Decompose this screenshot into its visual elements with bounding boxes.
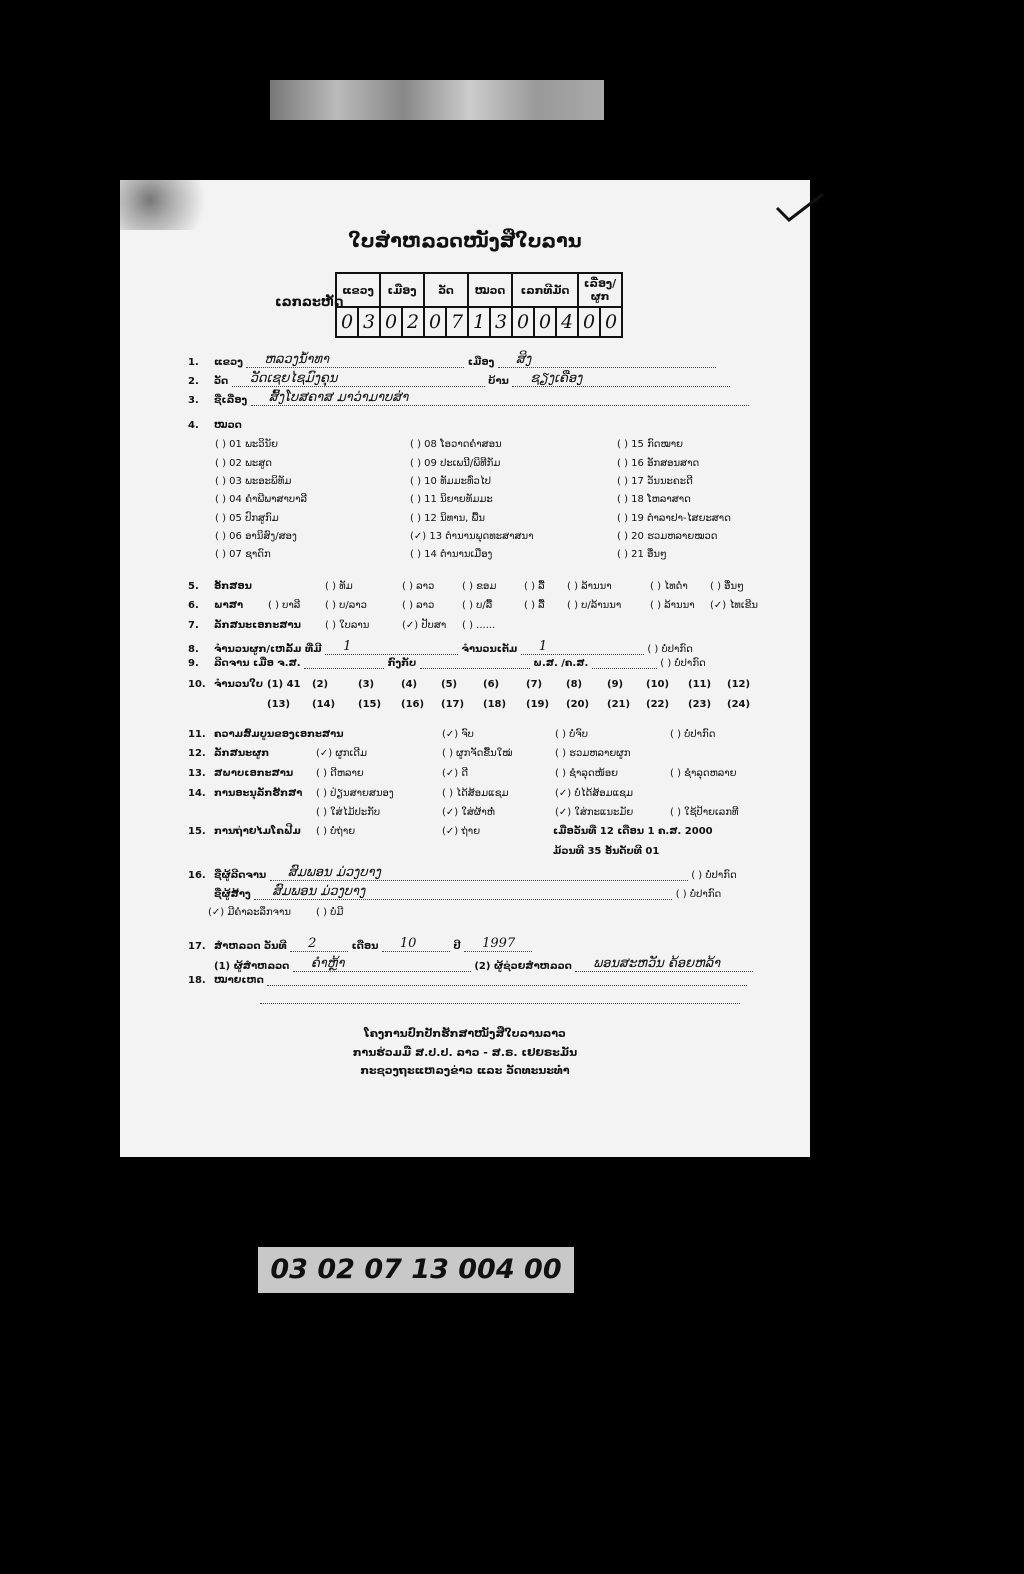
leaves-cell: (8) [566,679,583,690]
preservation-option: ( ) ປ່ຽນສາຍສນອງ [316,788,394,799]
survey-form-sheet [120,180,810,1157]
leaves-cell: (20) [566,699,590,710]
code-table [335,272,623,338]
preservation-option: ( ) ໄດ້ສ້ອມແຊມ [442,788,509,799]
leaves-cell: (15) [358,699,382,710]
material-option-selected: (✓) ປັບສາ [402,620,447,631]
preservation-option-selected: (✓) ບໍ່ໄດ້ສ້ອມແຊມ [555,788,634,799]
footer-cooperation: ການຮ່ວມມື ສ.ປ.ປ. ລາວ - ສ.ຣ. ເຢຍຣະມັນ [352,1046,578,1059]
category-option: ( ) 01 ພະວິນັຍ [215,439,279,450]
sponsor-value: ສົມພອນ ມ່ວງບາງ [254,884,672,900]
form-title: ໃບສຳຫລວດໜັງສືໃບລານ [348,230,582,252]
leaves-cell: (6) [483,679,500,690]
code-digit: 1 [468,307,490,337]
language-option: ( ) ລ້ານນາ [650,600,695,611]
script-option: ( ) ລ້ານນາ [567,581,612,592]
language-label: 6. ພາສາ [188,600,244,611]
condition-option: ( ) ຊຳລຸດໜ້ອຍ [555,768,619,779]
row-remarks: 18. ໝາຍເຫດ [188,975,747,986]
language-option: ( ) ລາວ [402,600,435,611]
category-option: ( ) 03 ພະອະພິທັມ [215,476,292,487]
code-header-category: ໝວດ [468,273,512,307]
code-digit: 2 [402,307,424,337]
leaves-cell: (14) [312,699,336,710]
row-survey-date: 17. ສຳຫລວດ ວັນທີ 2 ເດືອນ 10 ປີ 1997 [188,936,532,952]
code-digit: 3 [490,307,512,337]
scribe-value: ສົມພອນ ມ່ວງບາງ [270,865,688,881]
code-digit: 0 [336,307,358,337]
category-option: ( ) 08 ໂອວາດຄຳສອນ [410,439,502,450]
category-option: ( ) 11 ນິຍາຍທັມມະ [410,494,493,505]
script-option: ( ) ລາວ [402,581,435,592]
script-option: ( ) ຂອມ [462,581,497,592]
material-option: ( ) ໃບລານ [325,620,370,631]
completeness-option: ( ) ບໍ່ປາກົດ [670,729,716,740]
top-tape-strip [270,80,604,120]
code-label: ເລກລະຫັດ [275,295,344,310]
preservation-option-selected: (✓) ໃສ່ຜ້າຫໍ່ [442,807,495,818]
province-value: ຫລວງນ້ຳທາ [246,352,464,368]
category-option: ( ) 05 ປົກສູກົມ [215,513,279,524]
fascicle-type-label: 12. ລັກສນະຜູກ [188,748,270,759]
preservation-label: 14. ການອະນຸລັກຮັກສາ [188,788,303,799]
language-option: ( ) ບ/ລ້ານນາ [567,600,622,611]
leaves-cell: (21) [607,699,631,710]
leaves-cell: (16) [401,699,425,710]
preservation-option: ( ) ໃສ່ໄມ້ປະກັບ [316,807,381,818]
category-option: ( ) 06 ອານິສົງ/ສອງ [215,531,297,542]
footer-ministry: ກະຊວງຖະແຫລງຂ່າວ ແລະ ວັດທະນະທຳ [360,1064,570,1077]
leaves-cell: (5) [441,679,458,690]
category-option: ( ) 19 ຕຳລາຢາ-ໄສຍະສາດ [617,513,731,524]
leaves-cell: (18) [483,699,507,710]
script-option: ( ) ອື່ນໆ [710,581,744,592]
surveyor-value: ຄຳຫຼ້າ [293,956,471,972]
category-option: ( ) 21 ອື່ນໆ [617,549,667,560]
category-option: ( ) 18 ໂຫລາສາດ [617,494,691,505]
code-digit: 0 [600,307,622,337]
code-digit: 0 [424,307,446,337]
assistant-value: ພອນສະຫວັນ ຄ້ອຍຫລ້າ [575,956,753,972]
category-option: ( ) 16 ອັກສອນສາດ [617,458,700,469]
condition-option-selected: (✓) ດີ [442,768,469,779]
leaves-cell: (12) [727,679,751,690]
language-option: ( ) ບ/ລື້ [462,600,493,611]
category-option: ( ) 20 ຮວມຫລາຍໝວດ [617,531,718,542]
row-category: 4. ໝວດ [188,420,242,431]
leaves-label: 10. ຈຳນວນໃບ [188,679,264,690]
leaves-cell: (19) [526,699,550,710]
row-surveyors: (1) ຜູ້ສຳຫລວດ ຄຳຫຼ້າ (2) ຜູ້ຊ່ວຍສຳຫລວດ ພອນສະຫວັນ ຄ້ອຍຫລ້າ [188,956,753,972]
leaves-cell: (7) [526,679,543,690]
script-option: ( ) ລື້ [524,581,545,592]
microfilm-date: ເມື່ອວັນທີ່ 12 ເດືອນ 1 ຄ.ສ. 2000 [553,826,713,837]
category-option: ( ) 04 ຄຳພີພາສາບາລີ [215,494,308,505]
completeness-label: 11. ຄວາມສົມບູນຂອງເອກະສານ [188,729,344,740]
completeness-option-selected: (✓) ຈົບ [442,729,474,740]
code-digit: 4 [556,307,578,337]
code-header-bundle: ເລກທີມັດ [512,273,578,307]
category-option: ( ) 15 ກົດໝາຍ [617,439,684,450]
row-sponsor: ຊື່ຜູ້ສ້າງ ສົມພອນ ມ່ວງບາງ ( ) ບໍ່ປາກົດ [214,884,722,900]
language-option: ( ) ລື້ [524,600,545,611]
row-fascicles: 8. ຈຳນວນຜູກ/ເຫລັ້ມ ທີ່ມີ 1 ຈຳນວນເຕັມ 1 ( ) ບໍ່ປາກົດ [188,639,693,655]
survey-year: 1997 [464,936,532,952]
leaves-cell: (13) [267,699,291,710]
leaves-cell: (23) [688,699,712,710]
microfilm-roll: ມ້ວນທີ 35 ອັນດັບທີ 01 [553,846,660,857]
category-option: ( ) 12 ນິທານ, ພື້ນ [410,513,485,524]
script-option: ( ) ໄທດຳ [650,581,688,592]
script-label: 5. ອັກສອນ [188,581,252,592]
survey-month: 10 [382,936,450,952]
category-option: ( ) 17 ວັນນະຄະດີ [617,476,693,487]
leaves-cell: (3) [358,679,375,690]
corner-smudge [120,180,220,230]
code-header-temple: ວັດ [424,273,468,307]
code-digit: 0 [578,307,600,337]
code-digit: 3 [358,307,380,337]
district-value: ສິງ [498,352,716,368]
temple-value: ວັດເຊຍໄຊມົງຄຸນ [232,371,485,387]
code-header-fascicle: ເລື່ອງ/ຜູກ [578,273,622,307]
condition-option: ( ) ຊຳລຸດຫລາຍ [670,768,737,779]
material-label: 7. ລັກສນະເອກະສານ [188,620,301,631]
village-value: ຊຽງເຄືອງ [512,371,730,387]
condition-option: ( ) ດີຫລາຍ [316,768,364,779]
code-header-province: ແຂວງ [336,273,380,307]
fascicle-type-option: ( ) ຮວມຫລາຍຜູກ [555,748,631,759]
category-option-selected: (✓) 13 ຕຳນານພຸດທະສາສນາ [410,531,534,542]
colophon-option: ( ) ບໍ່ມີ [316,907,344,918]
code-header-district: ເມືອງ [380,273,424,307]
category-option: ( ) 09 ປະເພນີ/ພິທີກັມ [410,458,501,469]
language-option: ( ) ບາລີ [268,600,301,611]
row-inscription-date: 9. ລີດຈານ ເມື່ອ ຈ.ສ. ກົງກັບ ພ.ສ. /ຄ.ສ. ( ) ບໍ່ປາກົດ [188,658,706,669]
leaves-cell: (11) [688,679,712,690]
fascicle-type-option: ( ) ຜູກຈັດຂື້ນໃໝ່ [442,748,513,759]
leaves-cell: (2) [312,679,329,690]
microfilm-label: 15. ການຖ່າຍໄມໂຄຟີມ [188,826,301,837]
category-option: ( ) 14 ຕຳນານເມືອງ [410,549,493,560]
row-temple: 2. ວັດ ວັດເຊຍໄຊມົງຄຸນ ບ້ານ ຊຽງເຄືອງ [188,371,730,387]
preservation-option: ( ) ໃຊ້ປ້າຍເລກທີ [670,807,739,818]
category-option: ( ) 02 ພະສູດ [215,458,272,469]
leaves-cell: (10) [646,679,670,690]
preservation-option-selected: (✓) ໃສ່ກະແນະມັຍ [555,807,634,818]
leaves-cell: (4) [401,679,418,690]
row-province: 1. ແຂວງ ຫລວງນ້ຳທາ ເມືອງ ສິງ [188,352,716,368]
fascicles-value: 1 [325,639,458,655]
title-value: ສົ້ງໂບສຄາສ ມາວ່າມາບສ່າ [251,390,749,406]
language-option-selected: (✓) ໄທເຂີນ [710,600,758,611]
code-digit: 0 [380,307,402,337]
leaves-cell: (1) 41 [267,679,301,690]
complete-count-value: 1 [521,639,644,655]
colophon-option-selected: (✓) ມີຄຳລະລຶກຈານ [208,907,291,918]
fascicle-type-option-selected: (✓) ຜູກເດີມ [316,748,367,759]
survey-day: 2 [290,936,348,952]
category-option: ( ) 07 ຊາດົກ [215,549,271,560]
material-option: ( ) ...... [462,620,496,631]
row-title: 3. ຊື່ເລື່ອງ ສົ້ງໂບສຄາສ ມາວ່າມາບສ່າ [188,390,749,406]
footer-project: ໂຄງການປົກປັກຮັກສາໜັງສືໃບລານລາວ [364,1027,566,1040]
language-option: ( ) ບ/ລາວ [325,600,367,611]
condition-label: 13. ສພາບເອກະສານ [188,768,294,779]
completeness-option: ( ) ບໍ່ຈົບ [555,729,588,740]
code-digit: 0 [534,307,556,337]
code-digit: 0 [512,307,534,337]
microfilm-option: ( ) ບໍ່ຖ່າຍ [316,826,356,837]
reference-number-label: 03 02 07 13 004 00 [258,1247,574,1293]
leaves-cell: (9) [607,679,624,690]
microfilm-option-selected: (✓) ຖ່າຍ [442,826,481,837]
row-scribe: 16. ຊື່ຜູ້ລີດຈານ ສົມພອນ ມ່ວງບາງ ( ) ບໍ່ປາກົດ [188,865,737,881]
code-digit: 7 [446,307,468,337]
checkmark-icon [775,190,825,230]
script-option: ( ) ທັມ [325,581,353,592]
category-option: ( ) 10 ທັມມະທົ່ວໄປ [410,476,492,487]
leaves-cell: (24) [727,699,751,710]
remarks-line [260,993,740,1004]
leaves-cell: (17) [441,699,465,710]
leaves-cell: (22) [646,699,670,710]
